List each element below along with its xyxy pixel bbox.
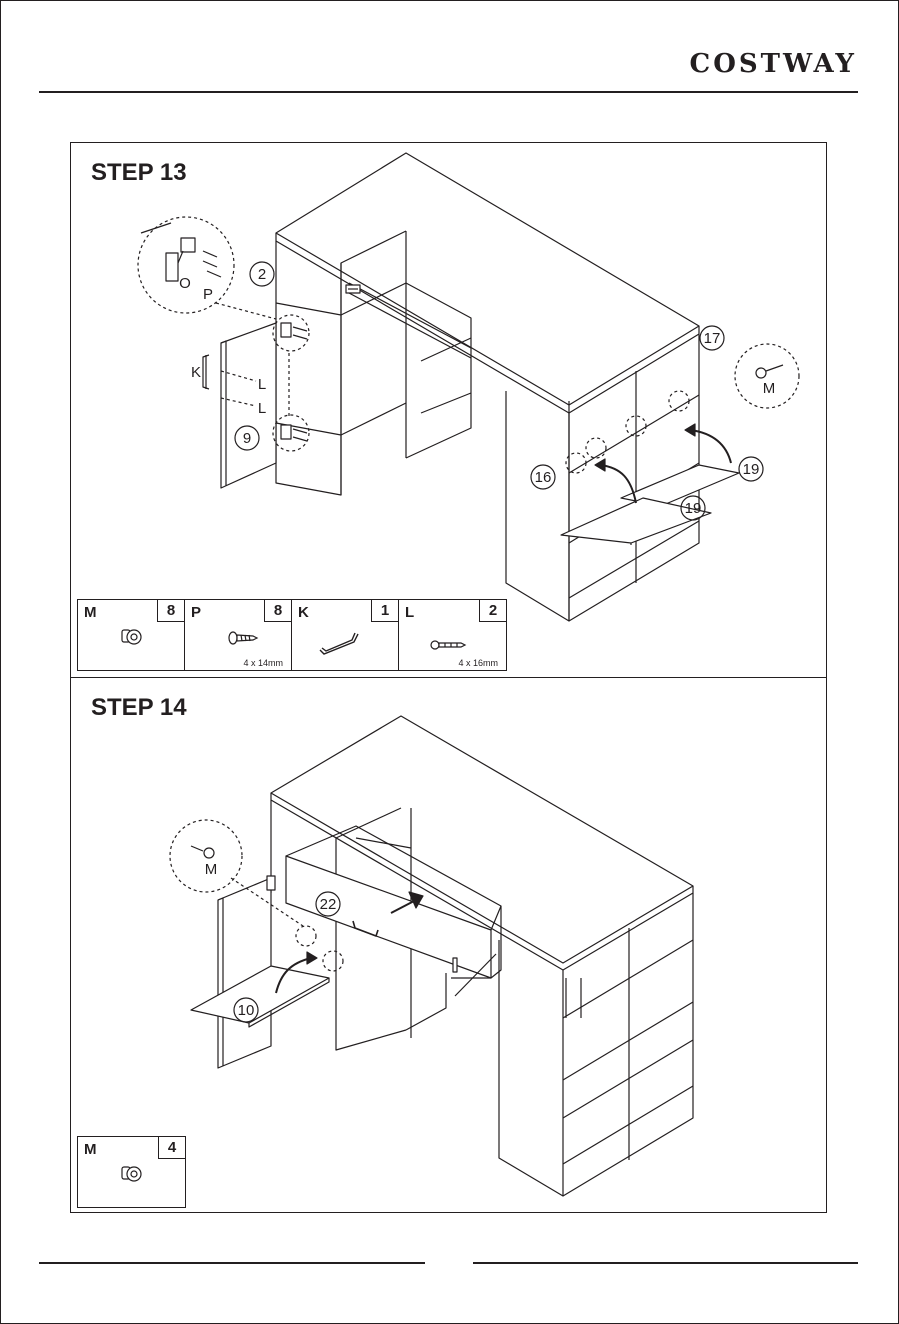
header-rule: [39, 91, 858, 93]
left-door: [221, 323, 276, 488]
part-qty: 8: [264, 600, 291, 622]
label-m: M: [762, 380, 776, 397]
footer-rule-left: [39, 1262, 425, 1264]
part-letter: M: [84, 1141, 97, 1158]
label-l-1: L: [257, 376, 267, 393]
part-qty: 1: [371, 600, 398, 622]
label-o: O: [179, 275, 191, 292]
part-letter: L: [405, 604, 415, 621]
part-qty: 2: [479, 600, 506, 622]
callout-10: 10: [237, 1002, 255, 1019]
part-letter: P: [191, 604, 202, 621]
knob-m-zoom: [191, 846, 214, 858]
step-14-panel: [70, 677, 827, 1213]
part-spec: 4 x 16mm: [458, 658, 498, 668]
handle-k: [203, 355, 209, 389]
part-cell-k: [292, 600, 399, 670]
footer-rule-right: [473, 1262, 858, 1264]
brand-logo: COSTWAY: [689, 49, 857, 79]
step-title: STEP 14: [91, 694, 187, 721]
parts-table: [77, 599, 507, 671]
callout-2: 2: [257, 266, 267, 283]
part-qty: 4: [158, 1137, 185, 1159]
part-cell-l: [399, 600, 506, 670]
callout-16: 16: [534, 469, 552, 486]
label-k: K: [190, 364, 202, 381]
part-letter: M: [84, 604, 97, 621]
label-l-2: L: [257, 400, 267, 417]
part-qty: 8: [157, 600, 184, 622]
parts-table: [77, 1136, 186, 1208]
part-cell-p: [185, 600, 292, 670]
label-p: P: [202, 286, 214, 303]
callout-9: 9: [242, 430, 252, 447]
hinge-detail: [141, 223, 221, 281]
callout-19-left: 19: [684, 500, 702, 517]
callout-17: 17: [703, 330, 721, 347]
step-13-panel: [70, 142, 827, 678]
knob-icon: [78, 1137, 185, 1207]
part-letter: K: [298, 604, 309, 621]
handle-icon: [292, 600, 399, 670]
part-spec: 4 x 14mm: [243, 658, 283, 668]
callout-22: 22: [319, 896, 337, 913]
step-14-illustration: [71, 678, 828, 1214]
hinge-top: [281, 323, 307, 339]
knob-icon: [78, 600, 185, 670]
callout-19-right: 19: [742, 461, 760, 478]
label-m: M: [204, 861, 218, 878]
step-title: STEP 13: [91, 159, 187, 186]
part-cell-m: [78, 1137, 185, 1207]
part-cell-m: [78, 600, 185, 670]
knob-m-zoom: [756, 365, 783, 378]
